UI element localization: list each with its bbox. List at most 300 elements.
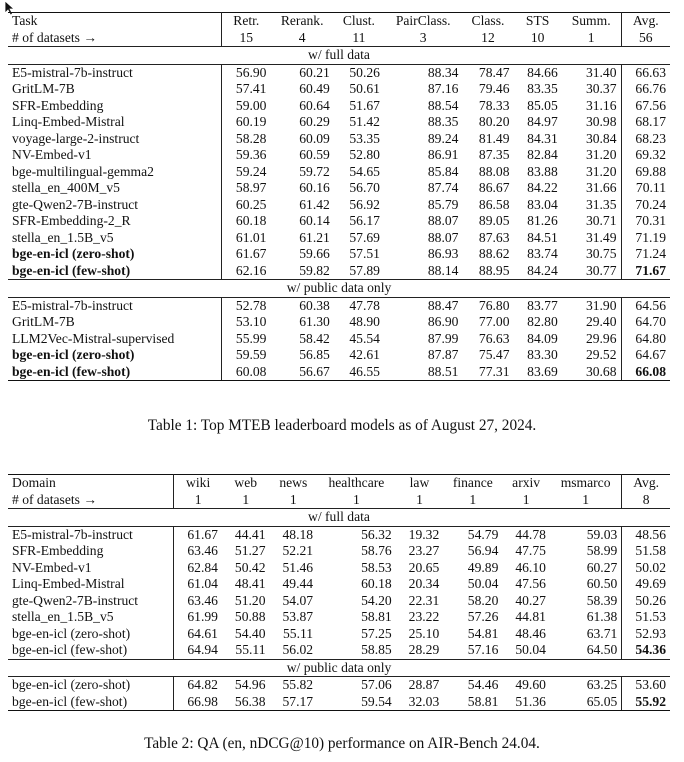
- score-cell: 60.18: [235, 213, 267, 228]
- score-cell: 63.46: [187, 592, 218, 608]
- score-cell: 31.40: [562, 64, 621, 81]
- model-name: SFR-Embedding: [8, 98, 222, 115]
- dataset-count: 8: [642, 491, 650, 507]
- score-cell: 71.24: [635, 246, 666, 261]
- mteb-leaderboard-table: [8, 12, 670, 381]
- score-cell: 56.38: [222, 694, 270, 711]
- score-cell: 68.23: [635, 130, 666, 146]
- dataset-count-row: [8, 30, 670, 47]
- score-cell: 55.99: [235, 330, 267, 346]
- column-header: Summ.: [562, 13, 621, 30]
- score-cell: 83.35: [527, 81, 558, 96]
- score-cell: 86.90: [427, 314, 459, 329]
- score-cell: 51.27: [234, 543, 266, 558]
- score-cell: 67.56: [635, 97, 666, 113]
- dataset-count: 4: [298, 29, 306, 45]
- model-name: bge-en-icl (few-shot): [8, 364, 222, 381]
- score-cell: 48.41: [234, 576, 266, 591]
- score-cell: 60.08: [222, 364, 271, 381]
- model-name: bge-en-icl (few-shot): [8, 642, 174, 659]
- score-cell: 60.64: [299, 97, 330, 113]
- score-cell: 32.03: [396, 694, 444, 711]
- model-name: GritLM-7B: [8, 314, 222, 331]
- score-cell: 59.66: [299, 246, 330, 261]
- score-cell: 49.69: [635, 576, 666, 591]
- score-cell: 88.47: [384, 297, 462, 314]
- table-row: [8, 526, 670, 543]
- score-cell: 60.49: [299, 81, 330, 96]
- dataset-count: 15: [239, 29, 254, 45]
- score-cell: 49.60: [502, 677, 550, 694]
- score-cell: 31.49: [562, 230, 621, 247]
- score-cell: 54.20: [361, 592, 392, 608]
- score-cell: 59.59: [235, 347, 267, 362]
- score-cell: 58.81: [443, 694, 502, 711]
- score-cell: 66.63: [621, 64, 670, 81]
- model-name: gte-Qwen2-7B-instruct: [8, 593, 174, 610]
- score-cell: 48.18: [270, 526, 318, 543]
- score-cell: 87.87: [427, 347, 459, 362]
- model-name: Linq-Embed-Mistral: [8, 576, 174, 593]
- score-cell: 54.81: [467, 625, 499, 641]
- score-cell: 51.20: [234, 592, 266, 608]
- dataset-count: 1: [352, 491, 360, 507]
- header-row: [8, 13, 670, 30]
- score-cell: 63.25: [550, 677, 622, 694]
- section-title: w/ full data: [8, 47, 670, 65]
- table-row: [8, 677, 670, 694]
- air-bench-table: [8, 474, 670, 711]
- score-cell: 86.93: [427, 246, 459, 261]
- score-cell: 57.51: [349, 246, 380, 261]
- section-header-row: [8, 659, 670, 677]
- score-cell: 51.67: [349, 97, 380, 113]
- score-cell: 59.54: [317, 694, 396, 711]
- score-cell: 52.80: [349, 147, 380, 162]
- table-row: [8, 230, 670, 247]
- dataset-count-row: [8, 492, 670, 509]
- score-cell: 66.98: [174, 694, 222, 711]
- dataset-count: 1: [242, 491, 250, 507]
- score-cell: 50.26: [334, 64, 384, 81]
- score-cell: 31.66: [562, 180, 621, 197]
- score-cell: 58.20: [467, 592, 499, 608]
- score-cell: 88.95: [478, 262, 510, 278]
- score-cell: 52.78: [222, 297, 271, 314]
- score-cell: 88.07: [427, 213, 459, 228]
- score-cell: 88.07: [427, 229, 459, 245]
- column-header: Rerank.: [270, 13, 333, 30]
- score-cell: 57.16: [467, 642, 499, 657]
- score-cell: 84.09: [527, 330, 558, 346]
- score-cell: 60.59: [299, 147, 330, 162]
- table-row: [8, 246, 670, 263]
- score-cell: 58.42: [299, 330, 330, 346]
- column-header: Avg.: [621, 13, 670, 30]
- score-cell: 88.54: [427, 97, 459, 113]
- score-cell: 23.22: [408, 609, 440, 624]
- dataset-count: 1: [550, 492, 622, 509]
- score-cell: 60.29: [299, 114, 330, 129]
- dataset-count: 10: [530, 29, 545, 45]
- column-header: Clust.: [334, 13, 384, 30]
- score-cell: 69.32: [635, 147, 666, 162]
- column-header: Retr.: [222, 13, 271, 30]
- model-name: E5-mistral-7b-instruct: [8, 64, 222, 81]
- model-name: gte-Qwen2-7B-instruct: [8, 197, 222, 214]
- score-cell: 60.16: [299, 180, 330, 195]
- score-cell: 62.16: [235, 262, 267, 278]
- score-cell: 56.17: [349, 213, 380, 228]
- score-cell: 60.21: [270, 64, 333, 81]
- model-name: SFR-Embedding: [8, 543, 174, 560]
- score-cell: 20.34: [408, 576, 440, 591]
- score-cell: 48.90: [349, 314, 380, 329]
- score-cell: 61.67: [174, 526, 222, 543]
- score-cell: 45.54: [349, 330, 380, 346]
- score-cell: 87.99: [427, 330, 459, 346]
- score-cell: 58.99: [550, 543, 622, 560]
- score-cell: 84.24: [527, 262, 558, 278]
- column-header: arxiv: [502, 475, 550, 492]
- score-cell: 30.75: [562, 246, 621, 263]
- score-cell: 87.35: [478, 147, 510, 162]
- score-cell: 31.20: [562, 164, 621, 181]
- score-cell: 85.84: [427, 163, 459, 179]
- score-cell: 55.82: [270, 677, 318, 694]
- model-name: bge-en-icl (zero-shot): [8, 246, 222, 263]
- score-cell: 63.46: [187, 543, 218, 558]
- score-cell: 47.75: [515, 543, 546, 558]
- score-cell: 42.61: [349, 347, 380, 362]
- table-row: [8, 197, 670, 214]
- score-cell: 59.82: [299, 262, 330, 278]
- dataset-count: 1: [194, 491, 202, 507]
- score-cell: 44.81: [515, 609, 546, 624]
- score-cell: 60.18: [361, 576, 392, 591]
- model-name: SFR-Embedding-2_R: [8, 213, 222, 230]
- score-cell: 65.05: [550, 694, 622, 711]
- table-row: [8, 81, 670, 98]
- table-row: [8, 576, 670, 593]
- score-cell: 87.16: [427, 81, 459, 96]
- score-cell: 28.29: [408, 642, 440, 657]
- score-cell: 58.53: [361, 559, 392, 575]
- score-cell: 54.07: [282, 592, 314, 608]
- table-row: [8, 64, 670, 81]
- score-cell: 59.03: [550, 526, 622, 543]
- score-cell: 55.92: [622, 694, 670, 711]
- score-cell: 31.90: [562, 297, 621, 314]
- column-header: wiki: [174, 475, 222, 492]
- model-name: GritLM-7B: [8, 81, 222, 98]
- section-title: w/ public data only: [8, 659, 670, 677]
- dataset-count: 3: [419, 29, 427, 45]
- score-cell: 82.80: [527, 314, 558, 329]
- score-cell: 71.19: [635, 229, 666, 245]
- score-cell: 61.30: [299, 314, 330, 329]
- model-name: stella_en_1.5B_v5: [8, 230, 222, 247]
- score-cell: 86.91: [427, 147, 459, 162]
- score-cell: 58.39: [550, 593, 622, 610]
- dataset-count: 1: [522, 491, 530, 507]
- score-cell: 54.46: [443, 677, 502, 694]
- score-cell: 50.04: [467, 576, 499, 591]
- score-cell: 57.89: [349, 262, 380, 278]
- table-row: [8, 213, 670, 230]
- score-cell: 71.67: [635, 262, 666, 278]
- score-cell: 70.24: [635, 196, 666, 212]
- score-cell: 66.76: [635, 81, 666, 96]
- score-cell: 88.51: [384, 364, 462, 381]
- score-cell: 29.52: [562, 347, 621, 364]
- column-header: healthcare: [317, 475, 396, 492]
- score-cell: 60.27: [550, 560, 622, 577]
- model-name: Linq-Embed-Mistral: [8, 114, 222, 131]
- score-cell: 40.27: [515, 592, 546, 608]
- score-cell: 76.80: [462, 297, 513, 314]
- table2-caption: Table 2: QA (en, nDCG@10) performance on AIR-Bench 24.04.: [144, 735, 540, 752]
- score-cell: 57.17: [270, 694, 318, 711]
- score-cell: 48.46: [515, 625, 546, 641]
- score-cell: 84.66: [514, 64, 562, 81]
- score-cell: 60.25: [235, 196, 267, 212]
- score-cell: 25.10: [408, 625, 440, 641]
- score-cell: 58.97: [235, 180, 267, 195]
- score-cell: 20.65: [408, 559, 440, 575]
- score-cell: 60.38: [270, 297, 333, 314]
- score-cell: 82.84: [527, 147, 558, 162]
- score-cell: 88.35: [427, 114, 459, 129]
- table-row: [8, 98, 670, 115]
- score-cell: 61.38: [550, 609, 622, 626]
- score-cell: 60.50: [550, 576, 622, 593]
- score-cell: 88.34: [384, 64, 462, 81]
- score-cell: 59.00: [235, 97, 267, 113]
- table1-caption: Table 1: Top MTEB leaderboard models as of August 27, 2024.: [147, 417, 537, 434]
- score-cell: 61.21: [299, 229, 330, 245]
- model-name: LLM2Vec-Mistral-supervised: [8, 331, 222, 348]
- score-cell: 52.21: [282, 543, 314, 558]
- score-cell: 30.71: [562, 213, 621, 230]
- score-cell: 49.89: [467, 559, 499, 575]
- score-cell: 88.08: [478, 163, 510, 179]
- score-cell: 59.72: [299, 163, 330, 179]
- score-cell: 47.78: [334, 297, 384, 314]
- score-cell: 53.35: [349, 130, 380, 146]
- score-cell: 59.36: [235, 147, 267, 162]
- score-cell: 79.46: [478, 81, 510, 96]
- score-cell: 64.82: [174, 677, 222, 694]
- score-cell: 54.36: [635, 642, 666, 657]
- score-cell: 50.88: [234, 609, 266, 624]
- score-cell: 89.05: [478, 213, 510, 228]
- model-name: voyage-large-2-instruct: [8, 131, 222, 148]
- section-header-row: [8, 47, 670, 65]
- score-cell: 54.65: [349, 163, 380, 179]
- score-cell: 44.78: [502, 526, 550, 543]
- score-cell: 57.69: [349, 229, 380, 245]
- score-cell: 56.94: [467, 543, 499, 558]
- score-cell: 86.67: [478, 180, 510, 195]
- score-cell: 85.05: [527, 97, 558, 113]
- score-cell: 83.04: [527, 196, 558, 212]
- score-cell: 50.04: [515, 642, 546, 657]
- model-name: bge-en-icl (zero-shot): [8, 626, 174, 643]
- column-header: PairClass.: [384, 13, 462, 30]
- model-name: bge-en-icl (few-shot): [8, 694, 174, 711]
- table-row: [8, 147, 670, 164]
- section-title: w/ full data: [8, 509, 670, 527]
- section-header-row: [8, 509, 670, 527]
- score-cell: 76.63: [478, 330, 510, 346]
- score-cell: 85.79: [427, 196, 459, 212]
- score-cell: 51.42: [349, 114, 380, 129]
- table-row: [8, 593, 670, 610]
- score-cell: 57.06: [317, 677, 396, 694]
- score-cell: 58.76: [361, 543, 392, 558]
- score-cell: 55.11: [282, 625, 314, 641]
- score-cell: 19.32: [396, 526, 444, 543]
- score-cell: 52.93: [635, 625, 666, 641]
- table-row: [8, 364, 670, 381]
- score-cell: 31.20: [562, 147, 621, 164]
- score-cell: 46.10: [515, 559, 546, 575]
- score-cell: 60.14: [299, 213, 330, 228]
- section-header-row: [8, 280, 670, 298]
- score-cell: 48.56: [622, 526, 670, 543]
- score-cell: 81.26: [527, 213, 558, 228]
- column-header: finance: [443, 475, 502, 492]
- score-cell: 51.53: [635, 609, 666, 624]
- score-cell: 84.22: [527, 180, 558, 195]
- score-cell: 49.44: [282, 576, 314, 591]
- score-cell: 83.88: [527, 163, 558, 179]
- score-cell: 83.69: [514, 364, 562, 381]
- score-cell: 56.90: [222, 64, 271, 81]
- score-cell: 55.11: [235, 642, 266, 657]
- score-cell: 87.63: [478, 229, 510, 245]
- table-row: [8, 164, 670, 181]
- score-cell: 59.24: [235, 163, 267, 179]
- score-cell: 77.31: [462, 364, 513, 381]
- model-name: stella_en_400M_v5: [8, 180, 222, 197]
- dataset-count: 1: [562, 30, 621, 47]
- score-cell: 54.96: [222, 677, 270, 694]
- score-cell: 30.77: [562, 263, 621, 280]
- score-cell: 50.02: [635, 559, 666, 575]
- score-cell: 64.61: [187, 625, 218, 641]
- score-cell: 29.96: [562, 331, 621, 348]
- score-cell: 51.46: [282, 559, 314, 575]
- table-row: [8, 560, 670, 577]
- score-cell: 62.84: [187, 559, 218, 575]
- score-cell: 56.70: [349, 180, 380, 195]
- score-cell: 84.97: [527, 114, 558, 129]
- score-cell: 22.31: [408, 592, 440, 608]
- model-name: E5-mistral-7b-instruct: [8, 526, 174, 543]
- score-cell: 50.26: [635, 592, 666, 608]
- column-header: web: [222, 475, 270, 492]
- score-cell: 51.36: [502, 694, 550, 711]
- score-cell: 30.68: [562, 364, 621, 381]
- column-header: STS: [514, 13, 562, 30]
- score-cell: 87.74: [427, 180, 459, 195]
- score-cell: 29.40: [562, 314, 621, 331]
- table-row: [8, 114, 670, 131]
- score-cell: 61.04: [187, 576, 218, 591]
- score-cell: 69.88: [635, 163, 666, 179]
- model-name: bge-en-icl (few-shot): [8, 263, 222, 280]
- score-cell: 57.25: [361, 625, 392, 641]
- dataset-count-label: # of datasets →: [8, 30, 222, 47]
- score-cell: 88.14: [427, 262, 459, 278]
- score-cell: 88.62: [478, 246, 510, 261]
- table-row: [8, 347, 670, 364]
- score-cell: 83.30: [527, 347, 558, 362]
- model-name: bge-en-icl (zero-shot): [8, 677, 174, 694]
- table-row: [8, 297, 670, 314]
- score-cell: 64.56: [621, 297, 670, 314]
- score-cell: 77.00: [478, 314, 510, 329]
- score-cell: 31.16: [562, 98, 621, 115]
- header-label: Domain: [8, 475, 174, 492]
- score-cell: 84.31: [527, 130, 558, 146]
- score-cell: 56.85: [299, 347, 330, 362]
- score-cell: 56.02: [282, 642, 314, 657]
- dataset-count: 1: [469, 491, 477, 507]
- score-cell: 53.60: [622, 677, 670, 694]
- table-row: [8, 543, 670, 560]
- model-name: NV-Embed-v1: [8, 147, 222, 164]
- score-cell: 64.80: [635, 330, 666, 346]
- score-cell: 50.61: [349, 81, 380, 96]
- score-cell: 60.09: [299, 130, 330, 146]
- header-row: [8, 475, 670, 492]
- dataset-count: 11: [352, 29, 366, 45]
- score-cell: 53.87: [282, 609, 314, 624]
- score-cell: 64.70: [635, 314, 666, 329]
- table-row: [8, 131, 670, 148]
- score-cell: 66.08: [621, 364, 670, 381]
- dataset-count-label: # of datasets →: [8, 492, 174, 509]
- score-cell: 30.37: [562, 81, 621, 98]
- column-header: law: [396, 475, 444, 492]
- score-cell: 51.58: [635, 543, 666, 558]
- score-cell: 75.47: [478, 347, 510, 362]
- score-cell: 31.35: [562, 197, 621, 214]
- score-cell: 70.11: [635, 180, 666, 195]
- score-cell: 57.26: [467, 609, 499, 624]
- score-cell: 89.24: [427, 130, 459, 146]
- score-cell: 84.51: [527, 229, 558, 245]
- dataset-count: 1: [289, 491, 297, 507]
- table-row: [8, 263, 670, 280]
- score-cell: 56.92: [349, 196, 380, 212]
- score-cell: 83.74: [527, 246, 558, 261]
- score-cell: 61.67: [235, 246, 267, 261]
- score-cell: 30.84: [562, 131, 621, 148]
- score-cell: 30.98: [562, 114, 621, 131]
- table-row: [8, 642, 670, 659]
- score-cell: 78.33: [478, 97, 510, 113]
- section-title: w/ public data only: [8, 280, 670, 298]
- score-cell: 44.41: [222, 526, 270, 543]
- score-cell: 83.77: [514, 297, 562, 314]
- column-header: Avg.: [622, 475, 670, 492]
- model-name: bge-multilingual-gemma2: [8, 164, 222, 181]
- score-cell: 60.19: [235, 114, 267, 129]
